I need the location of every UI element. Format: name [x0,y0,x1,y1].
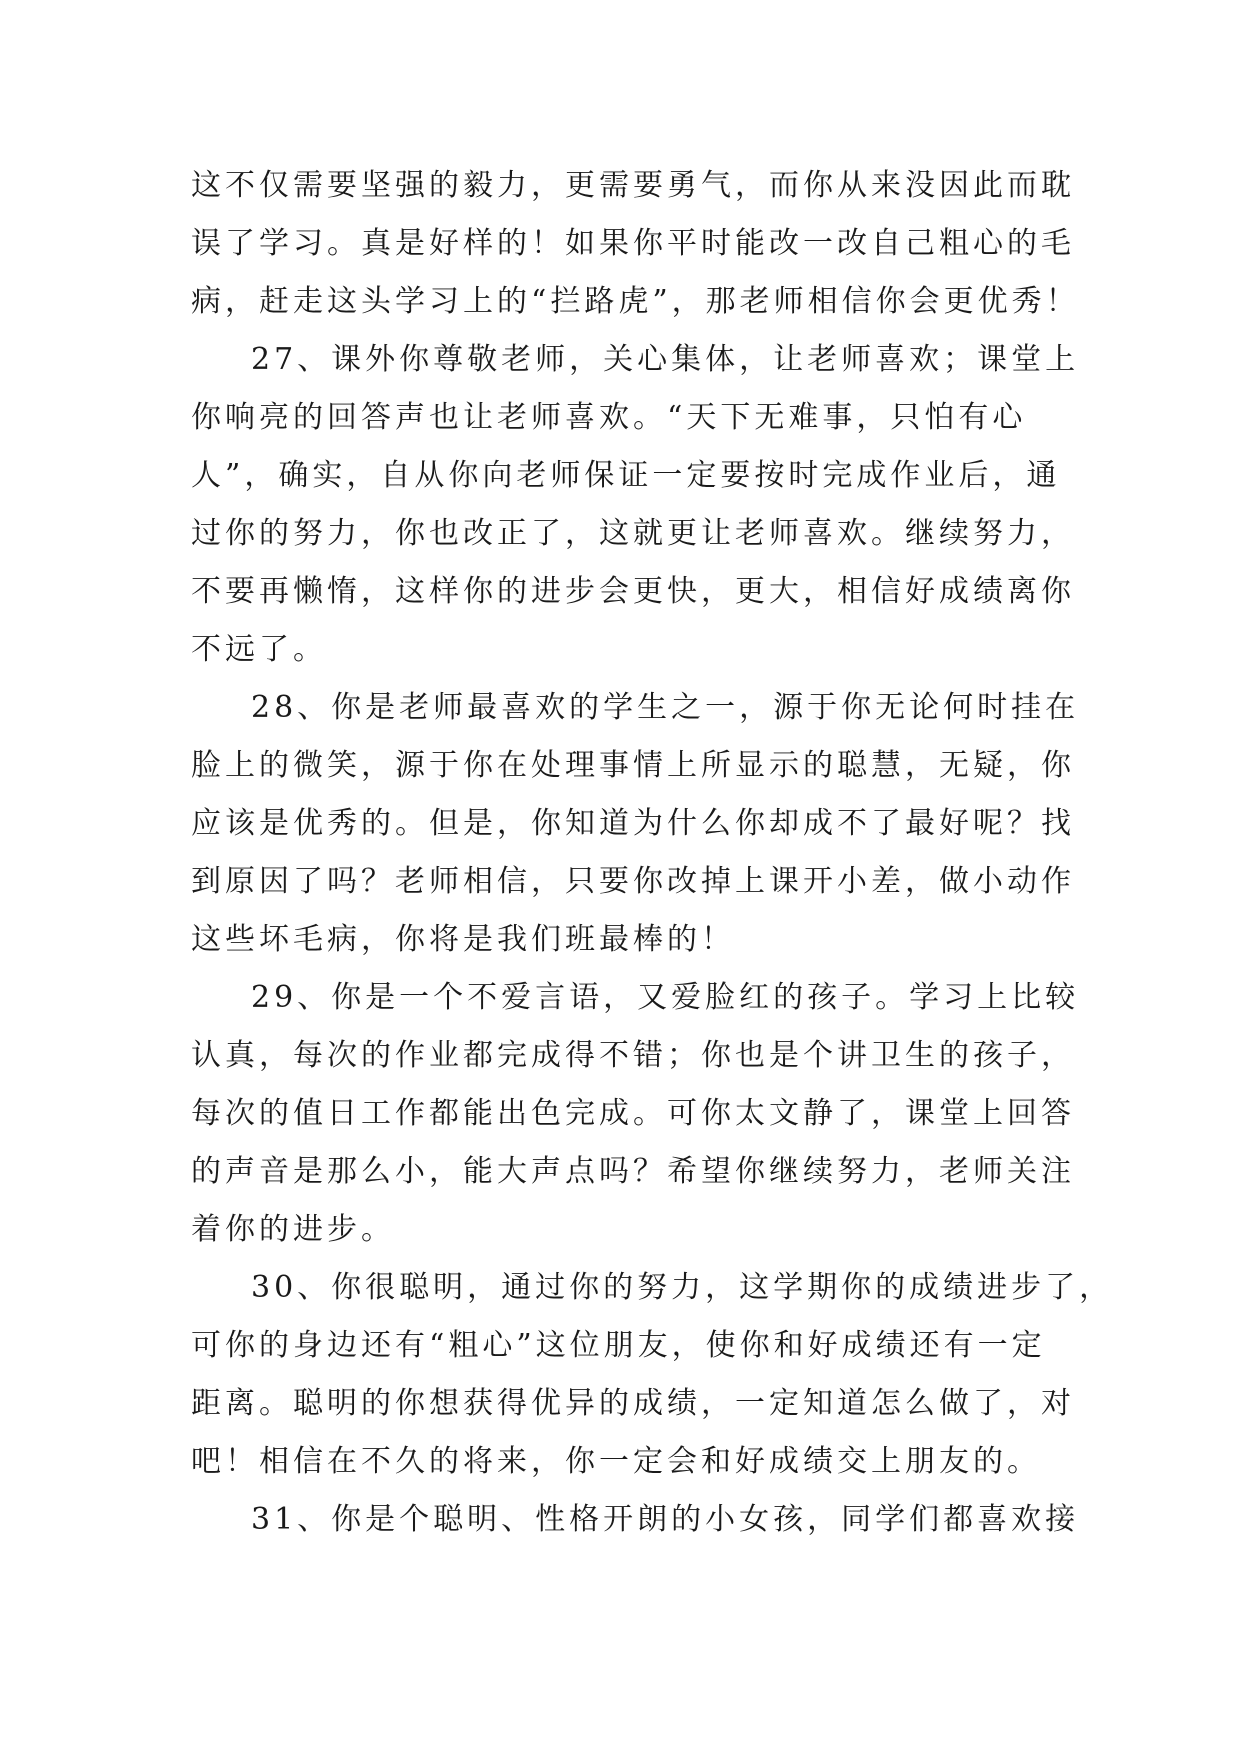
text-line: 脸上的微笑，源于你在处理事情上所显示的聪慧，无疑，你 [191,748,1075,783]
text-line: 病，赶走这头学习上的“拦路虎”，那老师相信你会更优秀！ [191,284,1080,319]
paragraph-31-start: 31、你是个聪明、性格开朗的小女孩，同学们都喜欢接 [251,1502,1080,1537]
text-line: 误了学习。真是好样的！如果你平时能改一改自己粗心的毛 [191,226,1075,261]
text-line: 每次的值日工作都能出色完成。可你太文静了，课堂上回答 [191,1096,1075,1131]
text-line: 认真，每次的作业都完成得不错；你也是个讲卫生的孩子， [191,1038,1075,1073]
paragraph-27-start: 27、课外你尊敬老师，关心集体，让老师喜欢；课堂上 [251,342,1080,377]
text-line: 过你的努力，你也改正了，这就更让老师喜欢。继续努力， [191,516,1075,551]
text-line: 这不仅需要坚强的毅力，更需要勇气，而你从来没因此而耽 [191,168,1075,203]
text-line: 不要再懒惰，这样你的进步会更快，更大，相信好成绩离你 [191,574,1075,609]
text-line: 应该是优秀的。但是，你知道为什么你却成不了最好呢？找 [191,806,1075,841]
text-line: 的声音是那么小，能大声点吗？希望你继续努力，老师关注 [191,1154,1075,1189]
text-line: 着你的进步。 [191,1212,395,1247]
text-line: 到原因了吗？老师相信，只要你改掉上课开小差，做小动作 [191,864,1075,899]
text-line: 吧！相信在不久的将来，你一定会和好成绩交上朋友的。 [191,1444,1041,1479]
text-line: 可你的身边还有“粗心”这位朋友，使你和好成绩还有一定 [191,1328,1046,1363]
paragraph-30-start: 30、你很聪明，通过你的努力，这学期你的成绩进步了， [251,1270,1114,1305]
text-line: 你响亮的回答声也让老师喜欢。“天下无难事，只怕有心 [191,400,1027,435]
text-line: 距离。聪明的你想获得优异的成绩，一定知道怎么做了，对 [191,1386,1075,1421]
text-line: 不远了。 [191,632,327,667]
document-body [191,157,1114,1549]
paragraph-29-start: 29、你是一个不爱言语，又爱脸红的孩子。学习上比较 [251,980,1080,1015]
paragraph-28-start: 28、你是老师最喜欢的学生之一，源于你无论何时挂在 [251,690,1080,725]
text-line: 这些坏毛病，你将是我们班最棒的！ [191,922,735,957]
text-line: 人”，确实，自从你向老师保证一定要按时完成作业后，通 [191,458,1061,493]
